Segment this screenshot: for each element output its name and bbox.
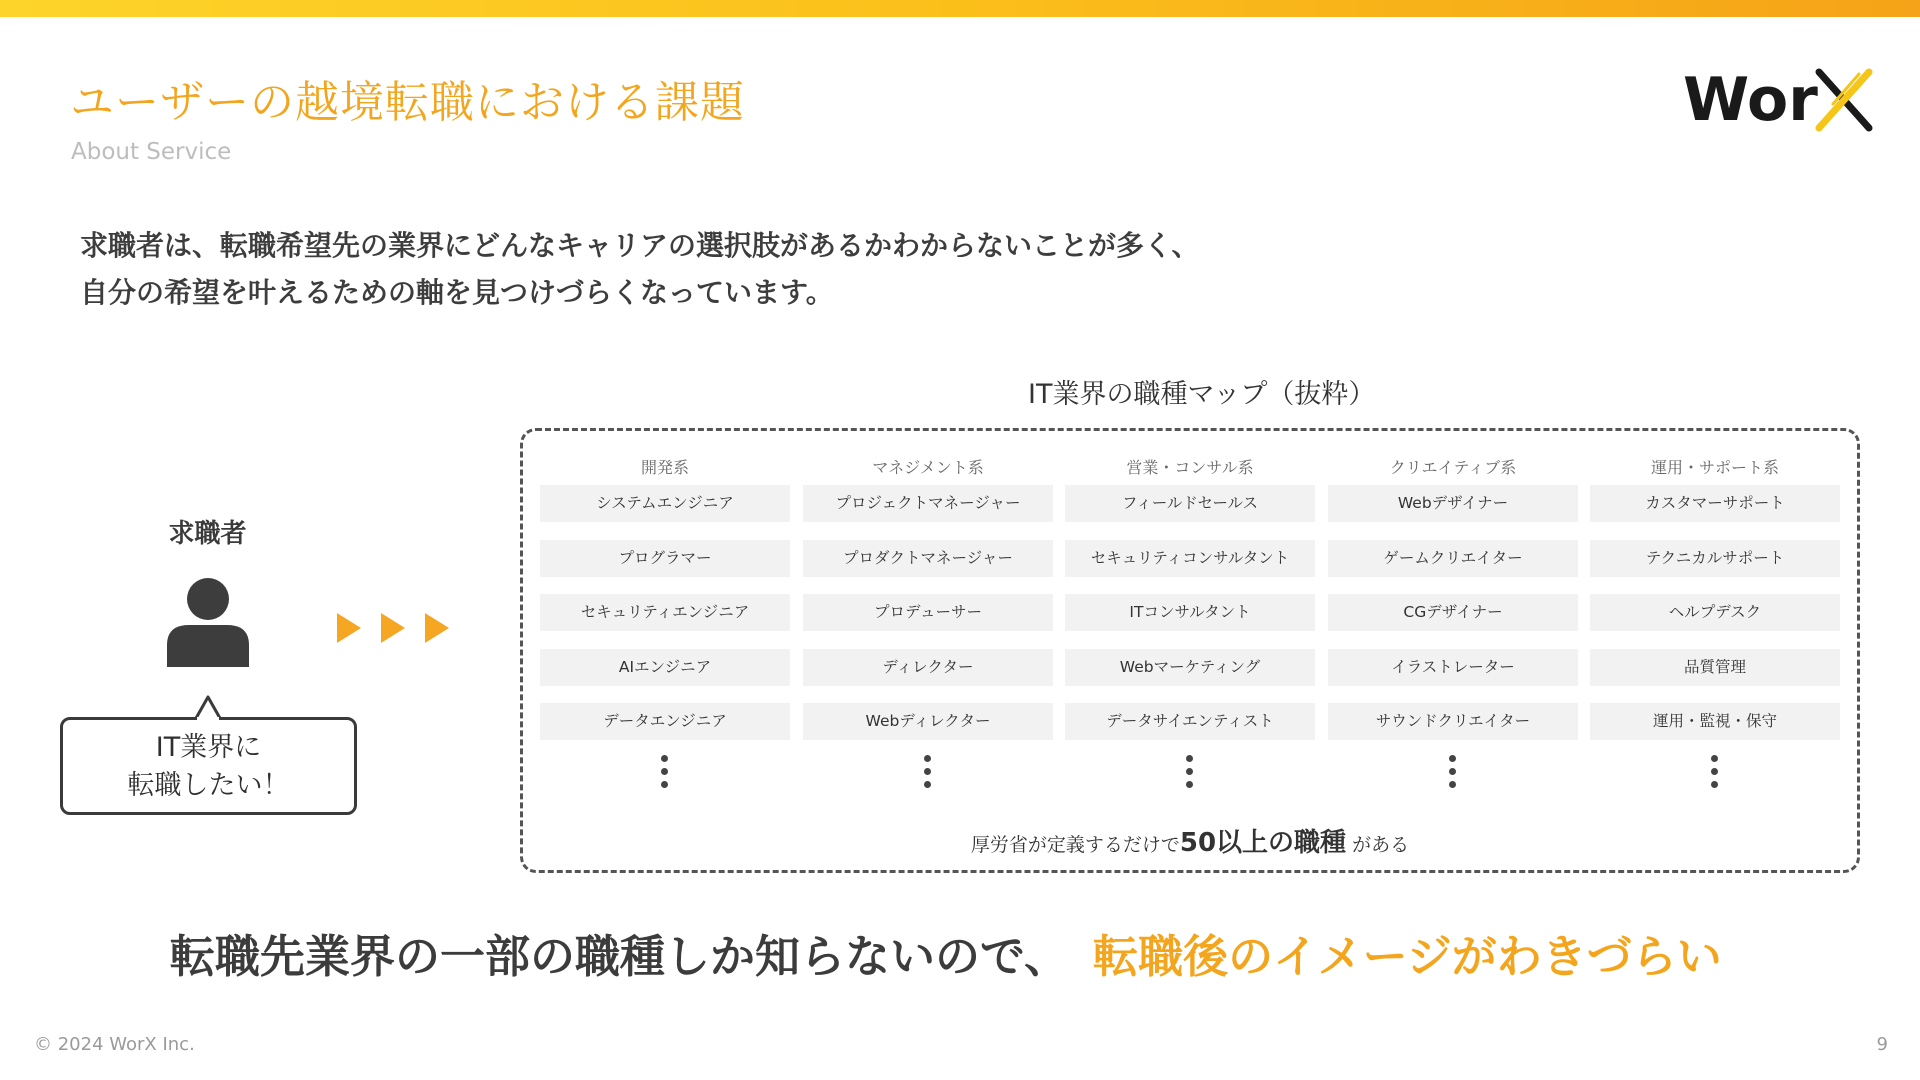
job-title-cell: CGデザイナー xyxy=(1328,594,1578,631)
job-title-cell: セキュリティエンジニア xyxy=(540,594,790,631)
job-title-cell: テクニカルサポート xyxy=(1590,540,1840,577)
job-title-cell: セキュリティコンサルタント xyxy=(1065,540,1315,577)
dot xyxy=(1711,781,1718,788)
job-seeker-label: 求職者 xyxy=(168,519,247,549)
more-vertical-dots-icon xyxy=(661,755,669,788)
job-category-column xyxy=(803,455,1053,740)
job-title-cell: ゲームクリエイター xyxy=(1328,540,1578,577)
lead-line-2: 自分の希望を叶えるための軸を見つけづらくなっています。 xyxy=(80,276,834,309)
bubble-tail-joint xyxy=(197,717,219,721)
job-category-column xyxy=(1065,455,1315,740)
lead-text xyxy=(80,222,1199,316)
job-title-cell: プロジェクトマネージャー xyxy=(803,485,1053,522)
job-category-heading: マネジメント系 xyxy=(872,458,984,477)
job-title-cell: データサイエンティスト xyxy=(1065,703,1315,740)
dot xyxy=(924,755,931,762)
job-list xyxy=(803,485,1053,740)
job-title-cell: ディレクター xyxy=(803,649,1053,686)
dot xyxy=(1449,768,1456,775)
page-number: 9 xyxy=(1876,1034,1888,1055)
job-list xyxy=(1328,485,1578,740)
conclusion-text xyxy=(170,920,1750,985)
job-category-heading: 営業・コンサル系 xyxy=(1126,458,1254,477)
page-title: ユーザーの越境転職における課題 xyxy=(70,77,745,128)
worx-logo xyxy=(1683,66,1873,134)
more-vertical-dots-icon xyxy=(1711,755,1719,788)
job-category-column xyxy=(1328,455,1578,740)
job-title-cell: システムエンジニア xyxy=(540,485,790,522)
job-title-cell: 品質管理 xyxy=(1590,649,1840,686)
job-title-cell: プロダクトマネージャー xyxy=(803,540,1053,577)
job-title-cell: Webデザイナー xyxy=(1328,485,1578,522)
dot xyxy=(661,781,668,788)
job-category-heading: 運用・サポート系 xyxy=(1650,458,1779,477)
speech-bubble xyxy=(60,717,357,815)
job-title-cell: Webマーケティング xyxy=(1065,649,1315,686)
note-prefix: 厚労省が定義するだけで xyxy=(970,834,1180,856)
dot xyxy=(1449,755,1456,762)
dot xyxy=(1186,768,1193,775)
logo-x-mark xyxy=(1813,68,1875,132)
job-title-cell: プログラマー xyxy=(540,540,790,577)
job-title-cell: サウンドクリエイター xyxy=(1328,703,1578,740)
dot xyxy=(661,768,668,775)
logo-wordmark: Wor xyxy=(1683,65,1818,135)
job-category-column xyxy=(540,455,790,740)
job-list xyxy=(1590,485,1840,740)
person-icon xyxy=(165,575,251,667)
conclusion-highlight: 転職後のイメージがわきづらい xyxy=(1093,930,1722,983)
job-category-column xyxy=(1590,455,1840,740)
job-category-heading: クリエイティブ系 xyxy=(1389,458,1517,477)
job-title-cell: プロデューサー xyxy=(803,594,1053,631)
job-map-note xyxy=(520,822,1860,859)
dot xyxy=(924,768,931,775)
dot xyxy=(1711,755,1718,762)
job-title-cell: イラストレーター xyxy=(1328,649,1578,686)
triple-arrow-icon xyxy=(335,611,455,645)
speech-line-2: 転職したい！ xyxy=(127,770,290,801)
job-category-heading: 開発系 xyxy=(640,458,689,477)
job-list xyxy=(540,485,790,740)
job-title-cell: フィールドセールス xyxy=(1065,485,1315,522)
conclusion-main: 転職先業界の一部の職種しか知らないので、 xyxy=(170,930,1070,983)
dot xyxy=(661,755,668,762)
job-title-cell: AIエンジニア xyxy=(540,649,790,686)
job-title-cell: ITコンサルタント xyxy=(1065,594,1315,631)
dot xyxy=(924,781,931,788)
top-accent-bar xyxy=(0,0,1920,17)
copyright: © 2024 WorX Inc. xyxy=(34,1034,195,1055)
job-title-cell: カスタマーサポート xyxy=(1590,485,1840,522)
more-vertical-dots-icon xyxy=(1449,755,1457,788)
note-suffix: がある xyxy=(1352,834,1410,856)
job-title-cell: データエンジニア xyxy=(540,703,790,740)
job-title-cell: Webディレクター xyxy=(803,703,1053,740)
job-title-cell: ヘルプデスク xyxy=(1590,594,1840,631)
speech-line-1: IT業界に xyxy=(155,732,262,763)
job-map-title: IT業界の職種マップ（抜粋） xyxy=(1028,379,1376,410)
lead-line-1: 求職者は、転職希望先の業界にどんなキャリアの選択肢があるかわからないことが多く、 xyxy=(80,229,1200,262)
dot xyxy=(1186,781,1193,788)
page-subtitle: About Service xyxy=(71,139,232,165)
more-vertical-dots-icon xyxy=(1186,755,1194,788)
dot xyxy=(1449,781,1456,788)
dot xyxy=(1711,768,1718,775)
more-vertical-dots-icon xyxy=(924,755,932,788)
dot xyxy=(1186,755,1193,762)
job-title-cell: 運用・監視・保守 xyxy=(1590,703,1840,740)
note-emphasis: 50以上の職種 xyxy=(1179,828,1347,858)
job-list xyxy=(1065,485,1315,740)
